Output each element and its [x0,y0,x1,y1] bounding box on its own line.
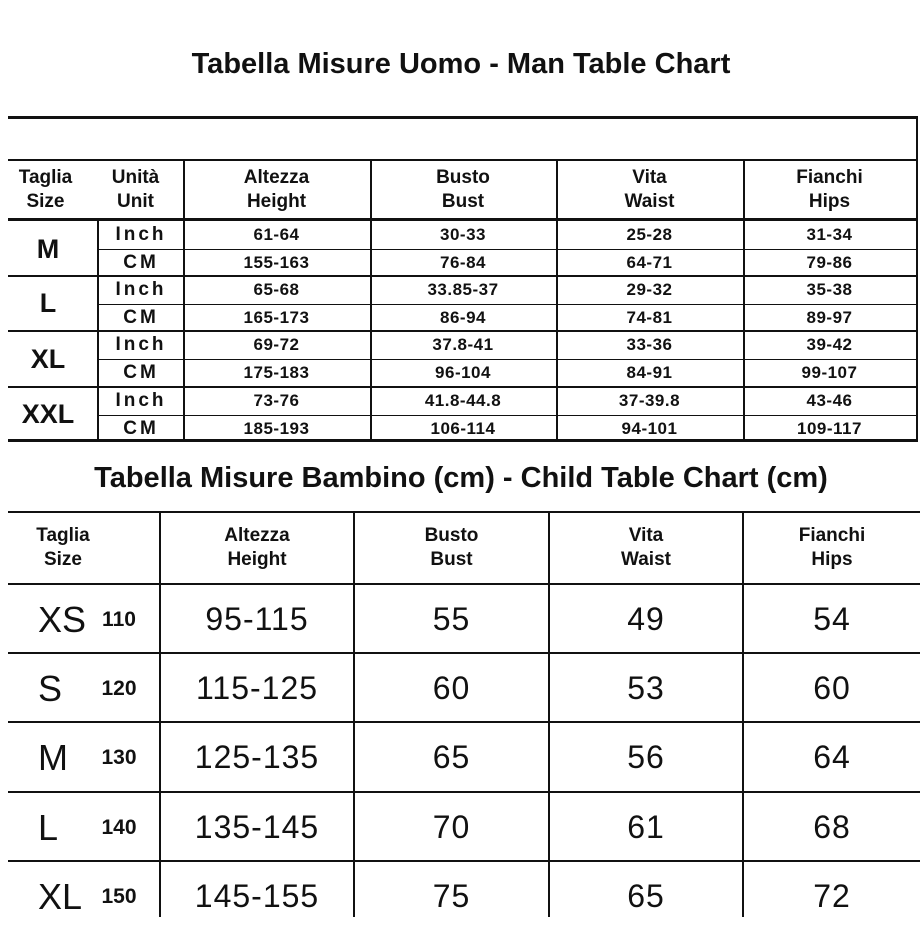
size-number: 110 [102,607,136,631]
table-cell-waist: 74-81 [626,307,673,327]
size-label: XL [38,875,83,917]
size-label: S [38,667,63,709]
header-waist-it: Vita [632,166,667,188]
header-hips-en: Hips [808,190,851,212]
table-cell-hips: 31-34 [806,225,853,244]
unit-label: Inch [115,224,167,245]
table-cell-waist: 53 [627,670,665,706]
unit-label: CM [123,252,159,273]
table-cell-hips: 99-107 [801,363,858,382]
header-waist-it: Vita [628,525,664,546]
header-unit-it: Unità [111,166,160,188]
header-height-en: Height [246,190,307,212]
man-table-title: Tabella Misure Uomo - Man Table Chart [191,48,731,80]
child-size-table [8,511,920,927]
header-bust-en: Bust [441,190,485,212]
table-cell-hips: 72 [813,878,851,914]
table-cell-height: 175-183 [243,363,310,382]
size-label: L [38,806,59,848]
header-waist-en: Waist [621,549,671,570]
unit-label: Inch [115,279,167,300]
table-cell-waist: 37-39.8 [618,391,681,410]
table-cell-height: 115-125 [195,670,319,706]
header-bust [370,161,556,218]
table-cell-bust: 96-104 [435,363,491,382]
table-cell-hips: 68 [813,809,851,845]
header-bust-it: Busto [424,525,479,546]
table-cell-hips: 35-38 [806,280,853,299]
child-table-title: Tabella Misure Bambino (cm) - Child Table Chart (cm) [94,462,828,494]
table-cell-bust: 37.8-41 [432,335,494,354]
header-size-it: Taglia [18,166,73,188]
header-height-it: Altezza [243,166,310,188]
header-bust [355,517,548,579]
unit-label: Inch [115,334,167,355]
size-number: 150 [101,884,137,908]
size-number: 130 [101,745,137,769]
header-waist [556,161,743,218]
header-hips [744,517,920,579]
table-cell-waist: 33-36 [626,335,673,354]
header-unit-en: Unit [117,190,154,212]
header-waist-en: Waist [624,190,675,212]
table-cell-bust: 30-33 [440,225,486,244]
header-unit [88,161,183,218]
man-size-table [8,116,918,442]
table-cell-bust: 33.85-37 [427,280,499,299]
header-hips-en: Hips [811,549,853,570]
header-hips-it: Fianchi [796,166,863,188]
size-label: XL [30,343,66,374]
table-cell-bust: 60 [432,670,471,706]
header-size-it: Taglia [36,525,90,546]
table-cell-hips: 60 [813,670,851,706]
size-label: XS [38,598,87,640]
header-size [8,161,83,218]
table-cell-bust: 86-94 [440,307,486,327]
header-waist [550,517,742,579]
size-number: 140 [101,815,137,839]
unit-label: CM [123,362,159,383]
header-size-en: Size [26,190,65,212]
table-cell-waist: 94-101 [621,418,678,438]
table-cell-bust: 106-114 [430,418,496,438]
table-cell-waist: 64-71 [626,253,673,272]
table-cell-height: 65-68 [253,280,300,299]
table-cell-waist: 61 [627,809,665,845]
table-cell-waist: 25-28 [626,225,673,244]
size-label: M [38,736,68,778]
size-label: XXL [21,399,75,429]
table-cell-hips: 54 [813,601,851,637]
header-height [183,161,370,218]
size-label: L [39,288,57,318]
table-cell-hips: 79-86 [806,253,853,272]
table-cell-height: 69-72 [253,335,300,354]
header-height-it: Altezza [224,525,290,546]
header-height-en: Height [227,549,287,570]
table-cell-bust: 70 [432,809,471,845]
table-cell-height: 165-173 [243,307,310,327]
table-cell-hips: 39-42 [806,335,853,354]
table-cell-height: 185-193 [243,418,310,438]
header-size [8,517,118,579]
header-hips [743,161,916,218]
table-cell-waist: 29-32 [626,280,673,299]
table-cell-height: 61-64 [253,225,300,244]
table-cell-waist: 49 [627,601,665,637]
table-cell-bust: 75 [432,878,471,914]
header-size-en: Size [43,549,83,570]
unit-label: Inch [115,390,167,411]
table-cell-hips: 109-117 [797,418,862,438]
table-cell-hips: 64 [813,739,851,775]
table-cell-hips: 43-46 [806,391,853,410]
header-height [161,517,353,579]
table-cell-hips: 89-97 [806,307,853,327]
size-number: 120 [101,676,137,700]
table-cell-waist: 84-91 [626,363,673,382]
table-cell-height: 95-115 [205,601,309,637]
table-cell-bust: 55 [432,601,471,637]
table-cell-bust: 65 [432,739,471,775]
table-cell-waist: 65 [627,878,665,914]
size-label: M [36,233,60,264]
table-cell-height: 73-76 [253,391,300,410]
header-bust-it: Busto [436,166,490,188]
table-cell-height: 145-155 [194,878,320,914]
table-cell-waist: 56 [627,739,665,775]
table-cell-height: 135-145 [194,809,320,845]
header-hips-it: Fianchi [798,525,866,546]
unit-label: CM [123,306,159,328]
header-bust-en: Bust [430,549,473,570]
table-cell-bust: 41.8-44.8 [424,391,502,410]
table-cell-height: 155-163 [243,253,310,272]
table-cell-height: 125-135 [194,739,320,775]
unit-label: CM [123,417,159,439]
table-cell-bust: 76-84 [440,253,486,272]
